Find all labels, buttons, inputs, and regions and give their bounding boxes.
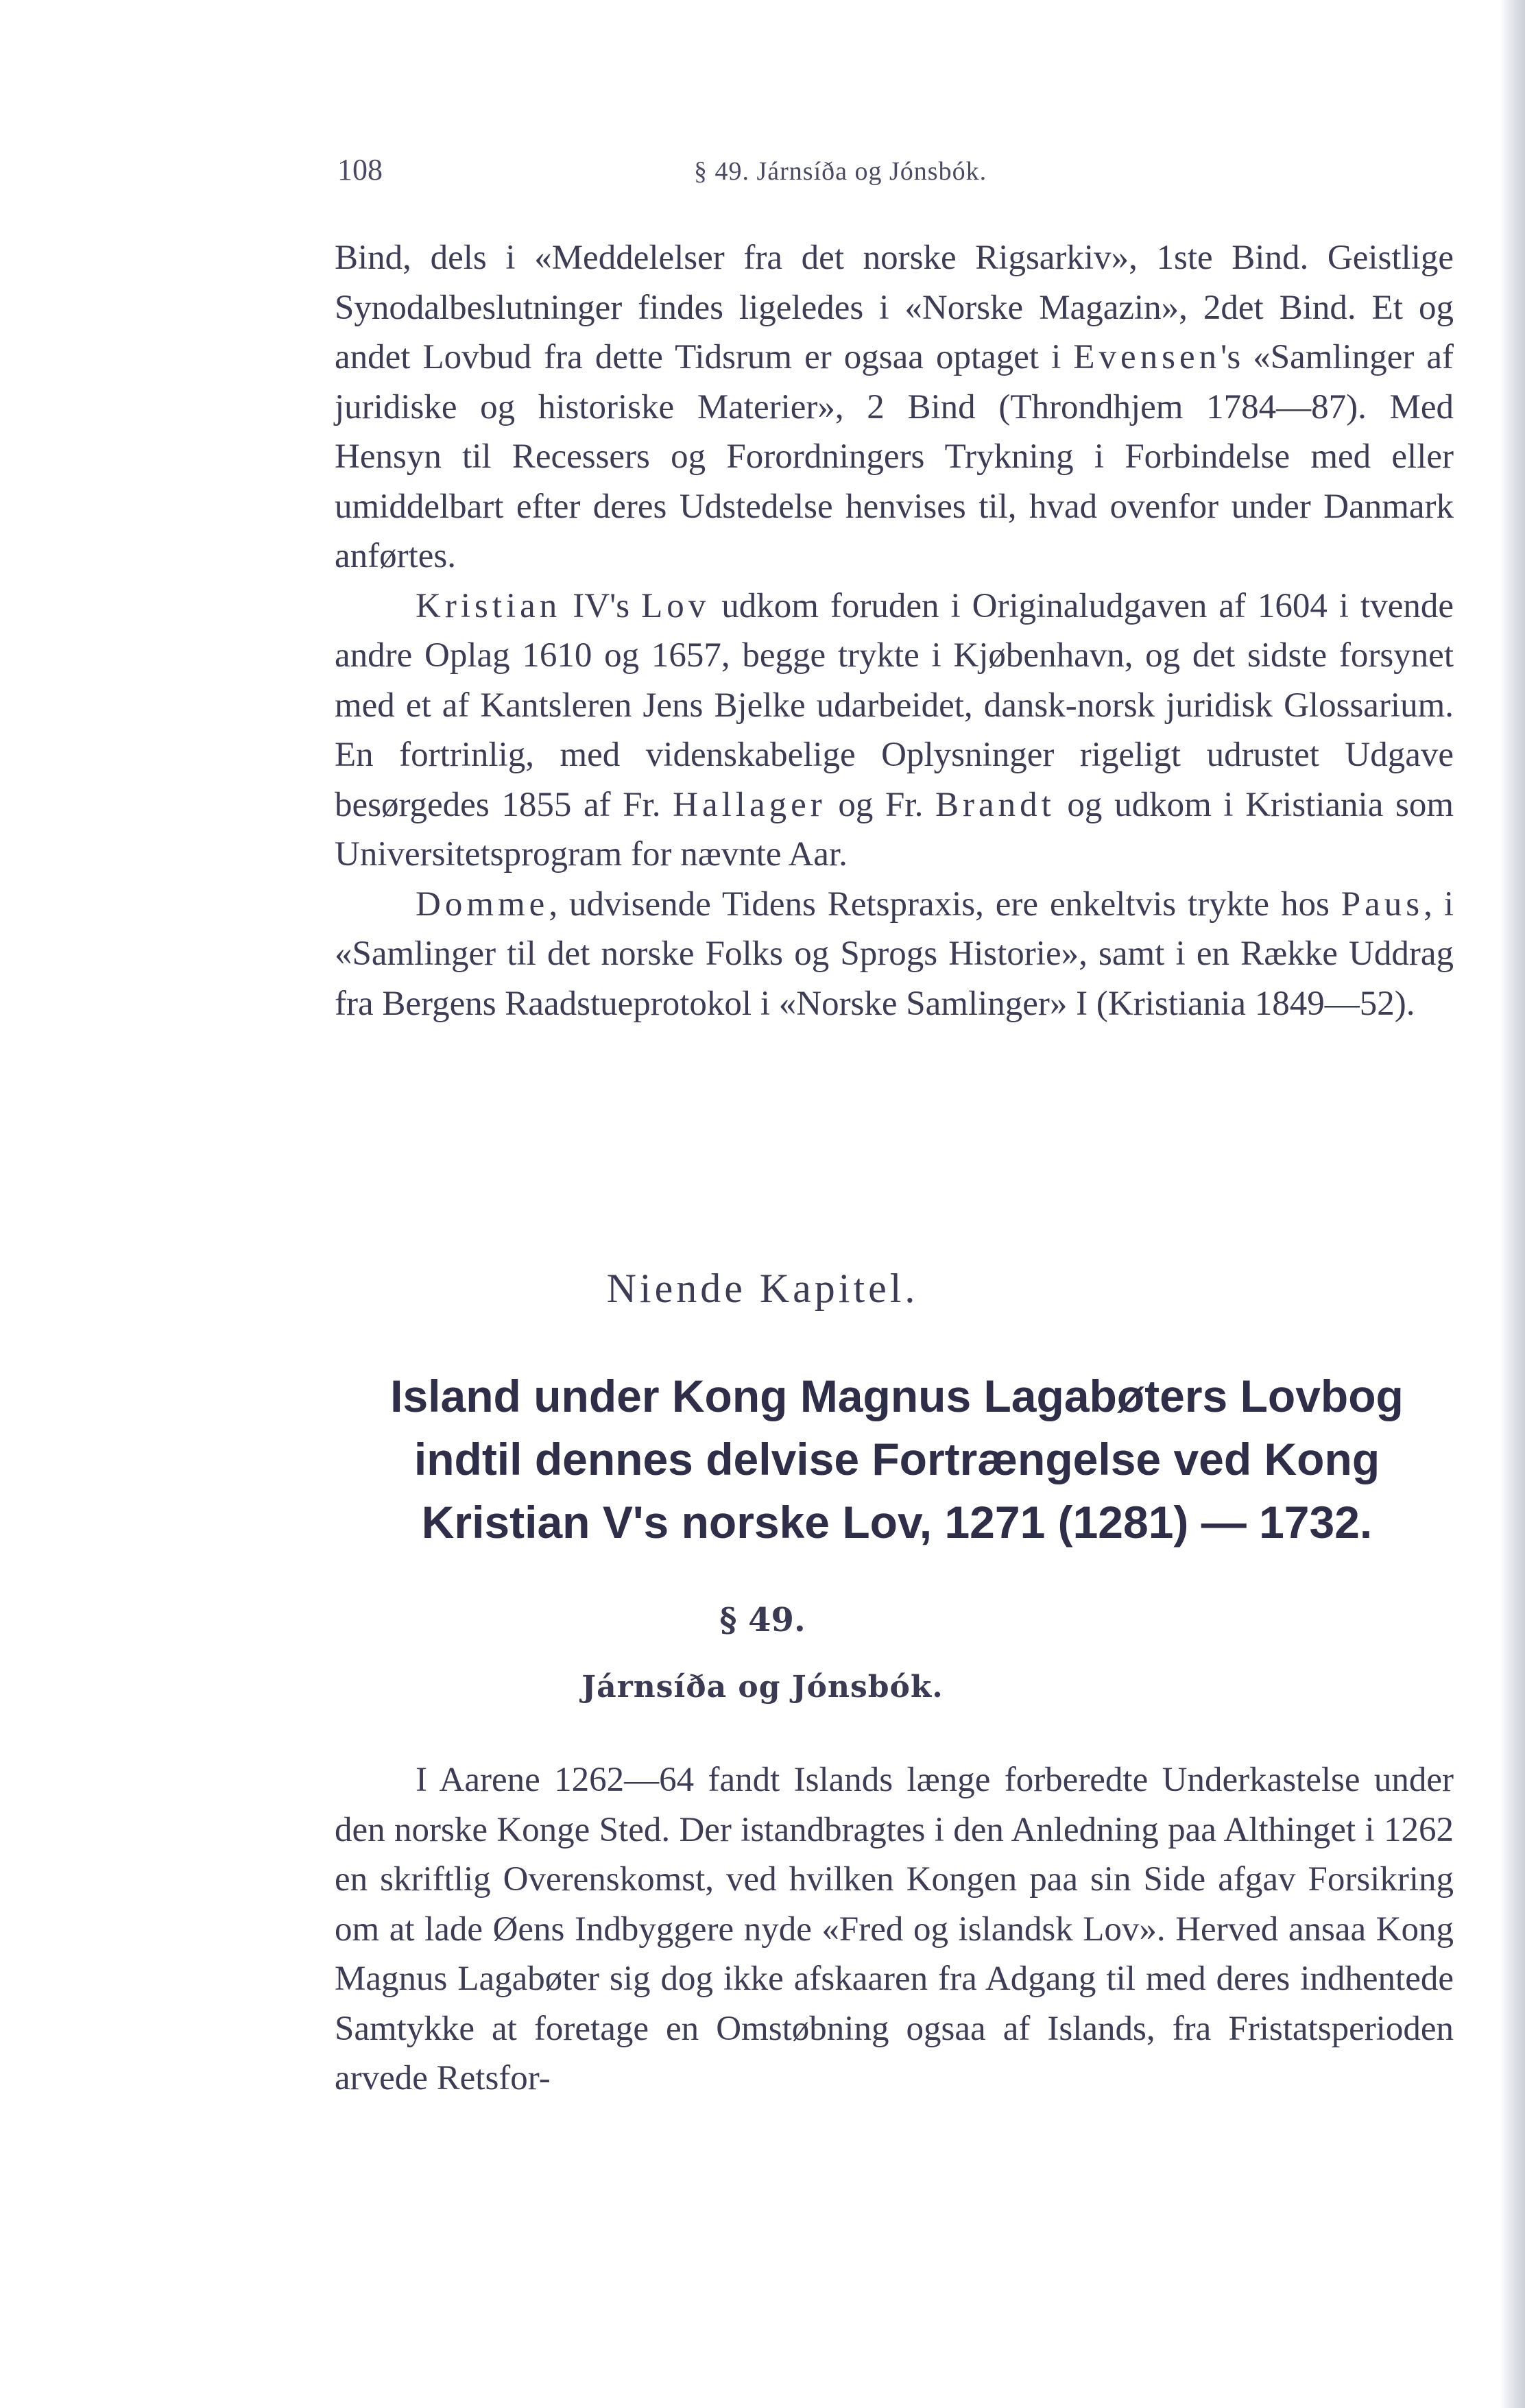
paragraph-aarene: I Aarene 1262—64 fandt Islands længe forberedte Underkastelse under den norske Konge Sted. Der istandbragtes i den Anledning paa Althinget i 1262 en skriftlig Overenskomst, ved hvilken Kongen paa sin Side afgav Forsikring om at lade Øens Indbyggere nyde «Fred og islandsk Lov». Herved ansaa Kong Magnus Lagabøter sig dog ikke afskaaren fra Adgang til med deres indhentede Samtykke at foretage en Omstøbning ogsaa af Islands, fra Fristatsperioden arvede Retsfor- xyxy=(335,1761,1454,2097)
spaced-word-domme: Domme xyxy=(416,884,549,924)
section-number: § 49. xyxy=(719,1601,806,1639)
top-text-block xyxy=(335,233,1454,1028)
bottom-text-block xyxy=(335,1755,1454,2104)
spaced-word-lov: Lov xyxy=(641,586,710,625)
paragraph-text: udkom foruden i Originaludgaven af 1604 i tvende andre Oplag 1610 og 1657, begge trykte i Kjøbenhavn, og det sidste forsynet med et af Kantsleren Jens Bjelke udarbeidet, dansk-norsk juridisk Glossarium. En fortrinlig, med videnskabelige Oplysninger rigeligt udrustet Udgave besørgedes 1855 af Fr. xyxy=(335,586,1454,824)
paragraph-kristian-iv-lov xyxy=(335,581,1454,880)
page-number: 108 xyxy=(337,153,383,186)
paragraph-text: IV's xyxy=(561,586,642,625)
paragraph-text: Bind, dels i «Meddelelser fra det norske Rigsarkiv», 1ste Bind. Geistlige Synodalbeslutninger findes ligeledes i «Norske Magazin», 2det Bind. Et og andet Lovbud fra dette Tidsrum er ogsaa optaget i xyxy=(335,239,1454,376)
section-title: Járnsíða og Jónsbók. xyxy=(581,1670,944,1705)
spaced-name-evensen: Evensen xyxy=(1073,338,1221,376)
chapter-title: Island under Kong Magnus Lagabøters Lovbog indtil dennes delvise Fortrængelse ved Kong Kristian V's norske Lov, 1271 (1281) — 1732. xyxy=(390,1371,1404,1548)
running-head xyxy=(337,152,1462,193)
paragraph-text: , udvisende Tidens Retspraxis, ere enkeltvis trykte hos xyxy=(549,884,1341,924)
paragraph-text: og Fr. xyxy=(826,785,935,824)
paragraph-domme xyxy=(335,880,1454,1029)
chapter-label: Niende Kapitel. xyxy=(606,1266,919,1311)
spaced-name-brandt: Brandt xyxy=(935,785,1055,824)
paragraph-text: 's «Samlinger af juridiske og historiske Materier», 2 Bind (Throndhjem 1784—87). Med Hensyn til Recessers og Forordningers Trykning i Forbindelse med eller umiddelbart efter deres Udstedelse henvises til, hvad ovenfor under Danmark anførtes. xyxy=(335,338,1454,575)
running-head-section: § 49. Járnsíða og Jónsbók. xyxy=(694,157,987,186)
spaced-name-kristian: Kristian xyxy=(416,586,562,625)
paragraph-text: , i «Samlinger til det norske Folks og Sprogs Historie», samt i en Række Uddrag fra Bergens Raadstueprotokol i «Norske Samlinger» I (Kristiania 1849—52). xyxy=(335,884,1454,1023)
spaced-name-paus: Paus xyxy=(1341,884,1424,924)
spaced-name-hallager: Hallager xyxy=(673,785,826,824)
paragraph-text: og udkom i Kristiania som Universitetsprogram for nævnte Aar. xyxy=(335,785,1454,874)
paragraph-continuation xyxy=(335,233,1454,581)
